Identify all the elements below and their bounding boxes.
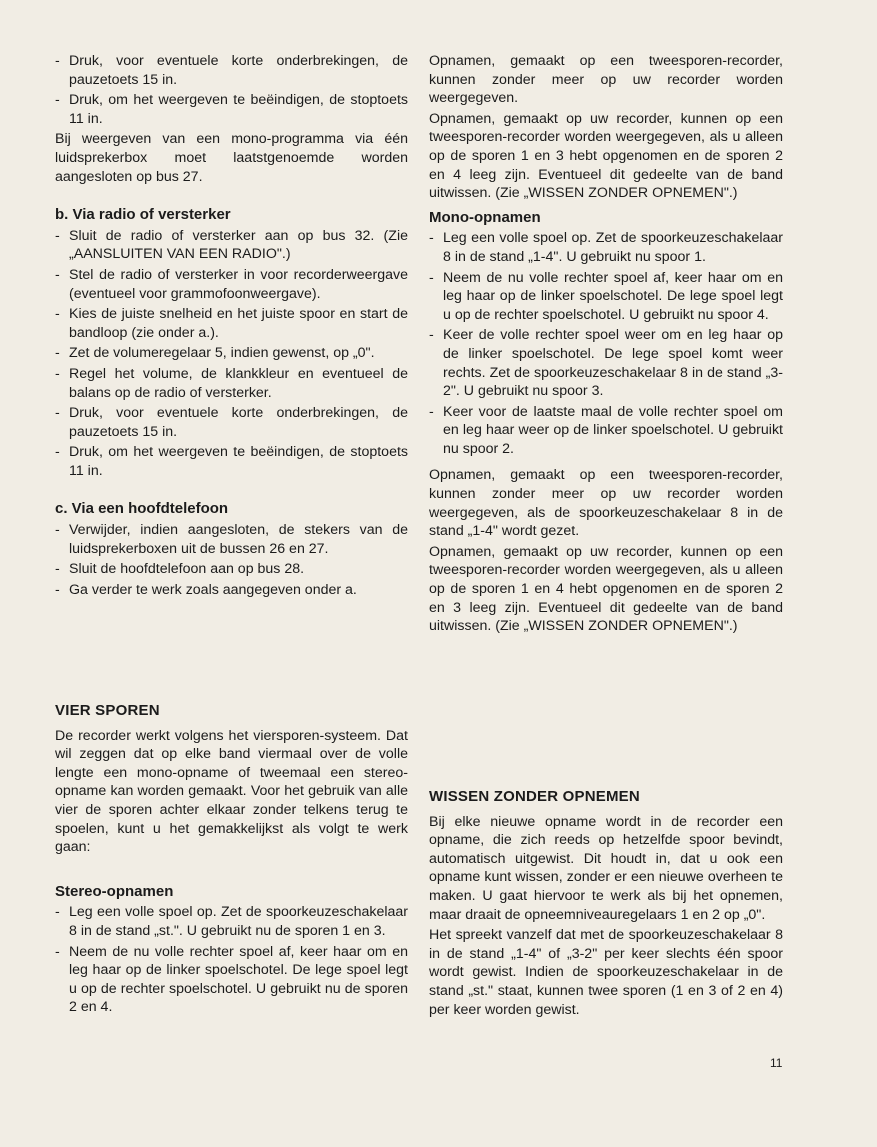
section-heading-vier-sporen: VIER SPOREN (55, 702, 160, 719)
list-item: - Druk, voor eventuele korte onderbrekingen, de pauzetoets 15 in. (55, 53, 408, 88)
paragraph: Opnamen, gemaakt op uw recorder, kunnen op een tweesporen-recorder worden weergegeven, als u alleen op de sporen 1 en 3 hebt opgenomen en de sporen 2 en 4 leeg zijn. Eventueel dit gedeelte van de band uitwissen. (Zie „WISSEN ZONDER OPNEMEN".) (429, 110, 783, 202)
list-item: - Sluit de hoofdtelefoon aan op bus 28. (55, 561, 305, 578)
list-item: - Druk, voor eventuele korte onderbrekingen, de pauzetoets 15 in. (55, 405, 408, 440)
section-heading-c: c. Via een hoofdtelefoon (55, 500, 229, 518)
section-heading-b: b. Via radio of versterker (55, 206, 231, 224)
list-item: - Stel de radio of versterker in voor recorderweergave (eventueel voor grammofoonweergave). (55, 266, 408, 302)
list-item: - Leg een volle spoel op. Zet de spoorkeuzeschakelaar 8 in de stand „st.". U gebruikt nu de sporen 1 en 3. (55, 904, 408, 939)
right-column-top (429, 52, 783, 638)
paragraph: Bij weergeven van een mono-programma via één luidsprekerbox moet laatstgenoemde worden aangesloten op bus 27. (55, 131, 408, 185)
wissen-section (429, 788, 783, 1021)
list-item: - Neem de nu volle rechter spoel af, keer haar om en leg haar op de linker spoelschotel. De lege spoel legt u op de rechter spoelschotel. U gebruikt nu spoor 4. (429, 269, 783, 323)
list-item: - Kies de juiste snelheid en het juiste spoor en start de bandloop (zie onder a.). (55, 306, 408, 341)
section-heading-mono: Mono-opnamen (429, 208, 541, 226)
paragraph: Het spreekt vanzelf dat met de spoorkeuzeschakelaar 8 in de stand „1-4" of „3-2" per keer slechts één spoor wordt gewist. Indien de spoorkeuzeschakelaar in de stand „st." staat, kunnen twee sporen (1 en 3 of 2 en 4) per keer worden gewist. (429, 927, 783, 1018)
list-item: - Ga verder te werk zoals aangegeven onder a. (55, 581, 357, 598)
section-heading-stereo: Stereo-opnamen (55, 882, 174, 900)
list-item: - Keer voor de laatste maal de volle rechter spoel om en leg haar weer op de linker spoelschotel. U gebruikt nu spoor 2. (429, 403, 783, 457)
list-item: - Leg een volle spoel op. Zet de spoorkeuzeschakelaar 8 in de stand „1-4". U gebruikt nu spoor 1. (429, 230, 783, 265)
list-item: - Druk, om het weergeven te beëindigen, de stoptoets 11 in. (55, 92, 408, 127)
list-item: - Keer de volle rechter spoel weer om en leg haar op de linker spoelschotel. De lege spoel komt weer rechts. Zet de spoorkeuzeschakelaar 8 in de stand „3-2". U gebruikt nu spoor 3. (429, 327, 783, 400)
list-item: - Neem de nu volle rechter spoel af, keer haar om en leg haar op de linker spoelschotel. De lege spoel legt u op de rechter spoelschotel. U gebruikt nu de sporen 2 en 4. (55, 943, 408, 1016)
paragraph: Opnamen, gemaakt op een tweesporen-recorder, kunnen zonder meer op uw recorder worden weergegeven, als de spoorkeuzeschakelaar 8 in de stand „1-4" wordt gezet. (429, 467, 783, 540)
paragraph: De recorder werkt volgens het viersporen-systeem. Dat wil zeggen dat op elke band viermaal over de volle lengte een mono-opname of tweemaal een stereo-opname kan worden gemaakt. Voor het gebruik van alle vier de sporen achter elkaar zonder telkens terug te spoelen, kunt u het gemakkelijkst als volgt te werk gaan: (55, 727, 408, 856)
list-item: - Sluit de radio of versterker aan op bus 32. (Zie „AANSLUITEN VAN EEN RADIO".) (55, 227, 408, 263)
paragraph: Opnamen, gemaakt op een tweesporen-recorder, kunnen zonder meer op uw recorder worden weergegeven. (429, 53, 783, 107)
page-number: 11 (770, 1056, 783, 1070)
left-column-top (55, 52, 408, 601)
list-item: - Regel het volume, de klankkleur en eventueel de balans op de radio of versterker. (55, 365, 408, 401)
list-item: - Zet de volumeregelaar 5, indien gewenst, op „0". (55, 345, 375, 362)
section-heading-wissen: WISSEN ZONDER OPNEMEN (429, 788, 640, 805)
paragraph: Bij elke nieuwe opname wordt in de recorder een opname, die zich reeds op hetzelfde spoor bevindt, automatisch uitgewist. Dit houdt in, dat u ook een opname kunt wissen, zonder er een nieuwe overheen te maken. U gaat hiervoor te werk als bij het opnemen, maar draait de opneemniveauregelaars 1 en 2 op „0". (429, 813, 783, 923)
list-item: - Verwijder, indien aangesloten, de stekers van de luidsprekerboxen uit de bussen 26 en 27. (55, 522, 408, 557)
vier-sporen-section (55, 702, 408, 1019)
list-item: - Druk, om het weergeven te beëindigen, de stoptoets 11 in. (55, 444, 408, 479)
paragraph: Opnamen, gemaakt op uw recorder, kunnen op een tweesporen-recorder worden weergegeven, als u alleen op de sporen 1 en 4 hebt opgenomen en de sporen 2 en 3 leeg zijn. Eventueel dit gedeelte van de band uitwissen. (Zie „WISSEN ZONDER OPNEMEN".) (429, 543, 783, 635)
